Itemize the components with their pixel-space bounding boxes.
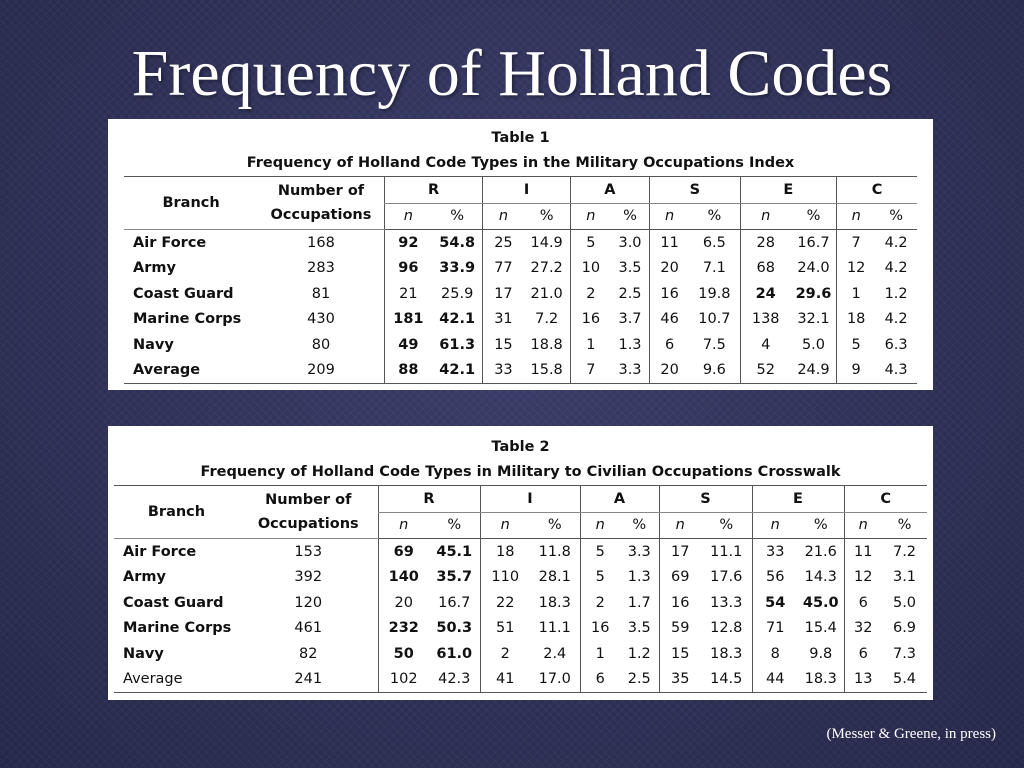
table-row: [114, 641, 927, 667]
count-cell: 22: [480, 590, 530, 616]
branch-cell: Air Force: [123, 543, 197, 560]
n-header: n: [580, 512, 620, 539]
table-1: [124, 176, 917, 384]
count-cell: 28: [740, 230, 791, 256]
table-row: [114, 539, 927, 565]
code-header-r: R: [384, 177, 483, 204]
n-header: n: [752, 512, 798, 539]
table-2-title: Frequency of Holland Code Types in Military to Civilian Occupations Crosswalk: [200, 464, 841, 480]
percent-cell: 24.0: [797, 260, 830, 277]
percent-cell: 10.7: [698, 311, 731, 328]
percent-cell: 45.1: [436, 543, 473, 560]
count-cell: 49: [384, 332, 432, 358]
branch-cell: Marine Corps: [133, 311, 242, 328]
table-row: [124, 281, 917, 307]
n-header: n: [659, 512, 701, 539]
count-cell: 77: [483, 256, 524, 282]
pct-header: %: [701, 512, 752, 539]
occupations-cell: 82: [299, 645, 318, 662]
count-cell: 102: [378, 667, 429, 693]
branch-cell: Air Force: [133, 234, 207, 251]
count-cell: 33: [752, 539, 798, 565]
branch-cell: Average: [124, 358, 258, 384]
count-cell: 69: [659, 565, 701, 591]
percent-cell: 4.2: [884, 260, 908, 277]
percent-cell: 11.1: [710, 543, 743, 560]
count-cell: 11: [650, 230, 690, 256]
percent-cell: 9.8: [809, 645, 833, 662]
count-cell: 5: [837, 332, 876, 358]
percent-cell: 21.6: [804, 543, 837, 560]
count-cell: 32: [844, 616, 882, 642]
percent-cell: 50.3: [436, 620, 473, 637]
citation: (Messer & Greene, in press): [826, 726, 996, 742]
count-cell: 96: [384, 256, 432, 282]
count-cell: 6: [580, 667, 620, 693]
occupations-cell: 241: [239, 667, 378, 693]
branch-cell: Navy: [133, 336, 174, 353]
code-header-c: C: [844, 486, 927, 513]
pct-header: %: [524, 203, 571, 230]
percent-cell: 54.8: [439, 234, 476, 251]
percent-cell: 17.0: [530, 667, 580, 693]
count-cell: 2: [580, 590, 620, 616]
percent-cell: 2.4: [543, 645, 567, 662]
count-cell: 16: [580, 616, 620, 642]
percent-cell: 18.3: [798, 667, 844, 693]
pct-header: %: [798, 512, 844, 539]
percent-cell: 3.1: [892, 569, 917, 586]
count-cell: 52: [740, 358, 791, 384]
count-cell: 44: [752, 667, 798, 693]
occupations-cell: 283: [307, 260, 335, 277]
count-cell: 31: [483, 307, 524, 333]
occupations-cell: 430: [307, 311, 335, 328]
occupations-cell: 168: [307, 234, 335, 251]
percent-cell: 42.1: [432, 358, 483, 384]
count-cell: 6: [844, 590, 882, 616]
table-row: [114, 565, 927, 591]
table-row: [114, 667, 927, 693]
table-1-title: Frequency of Holland Code Types in the Military Occupations Index: [246, 155, 795, 171]
percent-cell: 17.6: [710, 569, 743, 586]
percent-cell: 28.1: [538, 569, 571, 586]
table-row: [124, 358, 917, 384]
table-row: [114, 616, 927, 642]
occupations-cell: 80: [311, 336, 331, 353]
percent-cell: 45.0: [802, 594, 839, 611]
percent-cell: 33.9: [439, 260, 476, 277]
count-cell: 5: [580, 565, 620, 591]
percent-cell: 2.5: [620, 667, 659, 693]
n-header: n: [480, 512, 530, 539]
percent-cell: 5.0: [801, 336, 826, 353]
table-1-body: [124, 230, 917, 384]
count-cell: 17: [483, 281, 524, 307]
occupations-cell: 209: [258, 358, 384, 384]
code-header-c: C: [837, 177, 917, 204]
percent-cell: 19.8: [698, 285, 731, 302]
percent-cell: 16.7: [438, 594, 471, 611]
n-header: n: [844, 512, 882, 539]
percent-cell: 5.4: [882, 667, 927, 693]
count-cell: 1: [837, 281, 876, 307]
percent-cell: 11.1: [538, 620, 571, 637]
percent-cell: 14.9: [530, 234, 563, 251]
n-header: n: [378, 512, 429, 539]
code-header-s: S: [659, 486, 752, 513]
count-cell: 41: [480, 667, 530, 693]
percent-cell: 3.0: [618, 234, 642, 251]
occupations-cell: 120: [294, 594, 323, 611]
count-cell: 138: [740, 307, 791, 333]
percent-cell: 3.3: [611, 358, 650, 384]
branch-cell: Coast Guard: [123, 594, 224, 611]
count-cell: 18: [837, 307, 876, 333]
percent-cell: 6.5: [702, 234, 726, 251]
n-header: n: [570, 203, 611, 230]
count-cell: 9: [837, 358, 876, 384]
percent-cell: 1.3: [627, 569, 651, 586]
table-2-body: [114, 539, 927, 693]
percent-cell: 14.5: [701, 667, 752, 693]
count-cell: 2: [480, 641, 530, 667]
percent-cell: 7.2: [535, 311, 559, 328]
n-header: n: [837, 203, 876, 230]
branch-cell: Coast Guard: [133, 285, 234, 302]
branch-cell: Average: [114, 667, 239, 693]
occupations-header: Number of Occupations: [239, 486, 378, 539]
percent-cell: 1.2: [627, 645, 651, 662]
count-cell: 10: [570, 256, 611, 282]
percent-cell: 61.3: [439, 336, 476, 353]
count-cell: 68: [740, 256, 791, 282]
percent-cell: 25.9: [441, 285, 474, 302]
table-1-label: Table 1: [491, 130, 550, 146]
pct-header: %: [791, 203, 837, 230]
count-cell: 15: [659, 641, 701, 667]
percent-cell: 18.8: [530, 336, 563, 353]
count-cell: 181: [384, 307, 432, 333]
table-row: [124, 256, 917, 282]
code-header-s: S: [650, 177, 740, 204]
percent-cell: 35.7: [436, 569, 473, 586]
table-row: [124, 332, 917, 358]
count-cell: 71: [752, 616, 798, 642]
percent-cell: 14.3: [804, 569, 837, 586]
count-cell: 12: [837, 256, 876, 282]
code-header-e: E: [740, 177, 837, 204]
pct-header: %: [611, 203, 650, 230]
count-cell: 16: [650, 281, 690, 307]
count-cell: 12: [844, 565, 882, 591]
count-cell: 4: [740, 332, 791, 358]
branch-header: Branch: [124, 177, 258, 230]
branch-cell: Army: [123, 569, 166, 586]
pct-header: %: [620, 512, 659, 539]
count-cell: 5: [570, 230, 611, 256]
n-header: n: [740, 203, 791, 230]
branch-cell: Navy: [123, 645, 164, 662]
count-cell: 5: [580, 539, 620, 565]
percent-cell: 61.0: [436, 645, 473, 662]
percent-cell: 32.1: [797, 311, 830, 328]
percent-cell: 1.3: [618, 336, 642, 353]
pct-header: %: [432, 203, 483, 230]
code-header-a: A: [580, 486, 659, 513]
count-cell: 17: [659, 539, 701, 565]
count-cell: 15: [483, 332, 524, 358]
table-1-panel: [108, 119, 933, 390]
code-header-e: E: [752, 486, 844, 513]
percent-cell: 29.6: [795, 285, 832, 302]
count-cell: 46: [650, 307, 690, 333]
percent-cell: 3.5: [627, 620, 651, 637]
count-cell: 21: [384, 281, 432, 307]
percent-cell: 3.5: [618, 260, 642, 277]
table-2-label: Table 2: [491, 439, 550, 455]
count-cell: 59: [659, 616, 701, 642]
count-cell: 11: [844, 539, 882, 565]
pct-header: %: [882, 512, 927, 539]
count-cell: 24: [740, 281, 791, 307]
percent-cell: 27.2: [530, 260, 563, 277]
count-cell: 8: [752, 641, 798, 667]
code-header-i: I: [480, 486, 580, 513]
table-row: [124, 230, 917, 256]
percent-cell: 5.0: [892, 594, 917, 611]
occupations-cell: 153: [294, 543, 323, 560]
percent-cell: 7.3: [892, 645, 917, 662]
count-cell: 6: [650, 332, 690, 358]
count-cell: 33: [483, 358, 524, 384]
pct-header: %: [689, 203, 740, 230]
branch-cell: Marine Corps: [123, 620, 232, 637]
pct-header: %: [875, 203, 917, 230]
count-cell: 92: [384, 230, 432, 256]
percent-cell: 11.8: [538, 543, 571, 560]
percent-cell: 42.3: [429, 667, 480, 693]
percent-cell: 16.7: [797, 234, 830, 251]
count-cell: 51: [480, 616, 530, 642]
percent-cell: 4.3: [875, 358, 917, 384]
count-cell: 7: [570, 358, 611, 384]
count-cell: 88: [384, 358, 432, 384]
percent-cell: 15.8: [524, 358, 571, 384]
pct-header: %: [530, 512, 580, 539]
count-cell: 54: [752, 590, 798, 616]
count-cell: 18: [480, 539, 530, 565]
occupations-cell: 461: [294, 620, 323, 637]
table-row: [114, 590, 927, 616]
count-cell: 1: [580, 641, 620, 667]
percent-cell: 15.4: [804, 620, 837, 637]
percent-cell: 7.1: [702, 260, 726, 277]
count-cell: 16: [570, 307, 611, 333]
n-header: n: [650, 203, 690, 230]
percent-cell: 18.3: [538, 594, 571, 611]
percent-cell: 13.3: [710, 594, 743, 611]
count-cell: 13: [844, 667, 882, 693]
percent-cell: 2.5: [618, 285, 642, 302]
n-header: n: [483, 203, 524, 230]
count-cell: 140: [378, 565, 429, 591]
percent-cell: 18.3: [710, 645, 743, 662]
occupations-cell: 81: [311, 285, 331, 302]
percent-cell: 21.0: [530, 285, 563, 302]
percent-cell: 4.2: [884, 311, 908, 328]
count-cell: 20: [378, 590, 429, 616]
percent-cell: 1.2: [884, 285, 908, 302]
percent-cell: 9.6: [689, 358, 740, 384]
code-header-a: A: [570, 177, 649, 204]
count-cell: 110: [480, 565, 530, 591]
count-cell: 1: [570, 332, 611, 358]
percent-cell: 24.9: [791, 358, 837, 384]
count-cell: 20: [650, 358, 690, 384]
count-cell: 2: [570, 281, 611, 307]
code-header-r: R: [378, 486, 480, 513]
table-2: [114, 485, 927, 693]
branch-header: Branch: [114, 486, 239, 539]
count-cell: 16: [659, 590, 701, 616]
occupations-header: Number of Occupations: [258, 177, 384, 230]
branch-cell: Army: [133, 260, 176, 277]
count-cell: 232: [378, 616, 429, 642]
count-cell: 56: [752, 565, 798, 591]
percent-cell: 42.1: [439, 311, 476, 328]
count-cell: 50: [378, 641, 429, 667]
count-cell: 35: [659, 667, 701, 693]
percent-cell: 4.2: [884, 234, 908, 251]
code-header-i: I: [483, 177, 570, 204]
n-header: n: [384, 203, 432, 230]
slide-title: Frequency of Holland Codes: [131, 37, 893, 110]
table-row: [124, 307, 917, 333]
percent-cell: 6.9: [892, 620, 917, 637]
count-cell: 7: [837, 230, 876, 256]
percent-cell: 3.7: [618, 311, 642, 328]
count-cell: 25: [483, 230, 524, 256]
percent-cell: 1.7: [627, 594, 651, 611]
table-2-panel: [108, 426, 933, 700]
occupations-cell: 392: [294, 569, 323, 586]
percent-cell: 7.2: [892, 543, 917, 560]
count-cell: 20: [650, 256, 690, 282]
count-cell: 69: [378, 539, 429, 565]
count-cell: 6: [844, 641, 882, 667]
percent-cell: 6.3: [884, 336, 908, 353]
percent-cell: 12.8: [710, 620, 743, 637]
percent-cell: 7.5: [702, 336, 726, 353]
percent-cell: 3.3: [627, 543, 651, 560]
pct-header: %: [429, 512, 480, 539]
